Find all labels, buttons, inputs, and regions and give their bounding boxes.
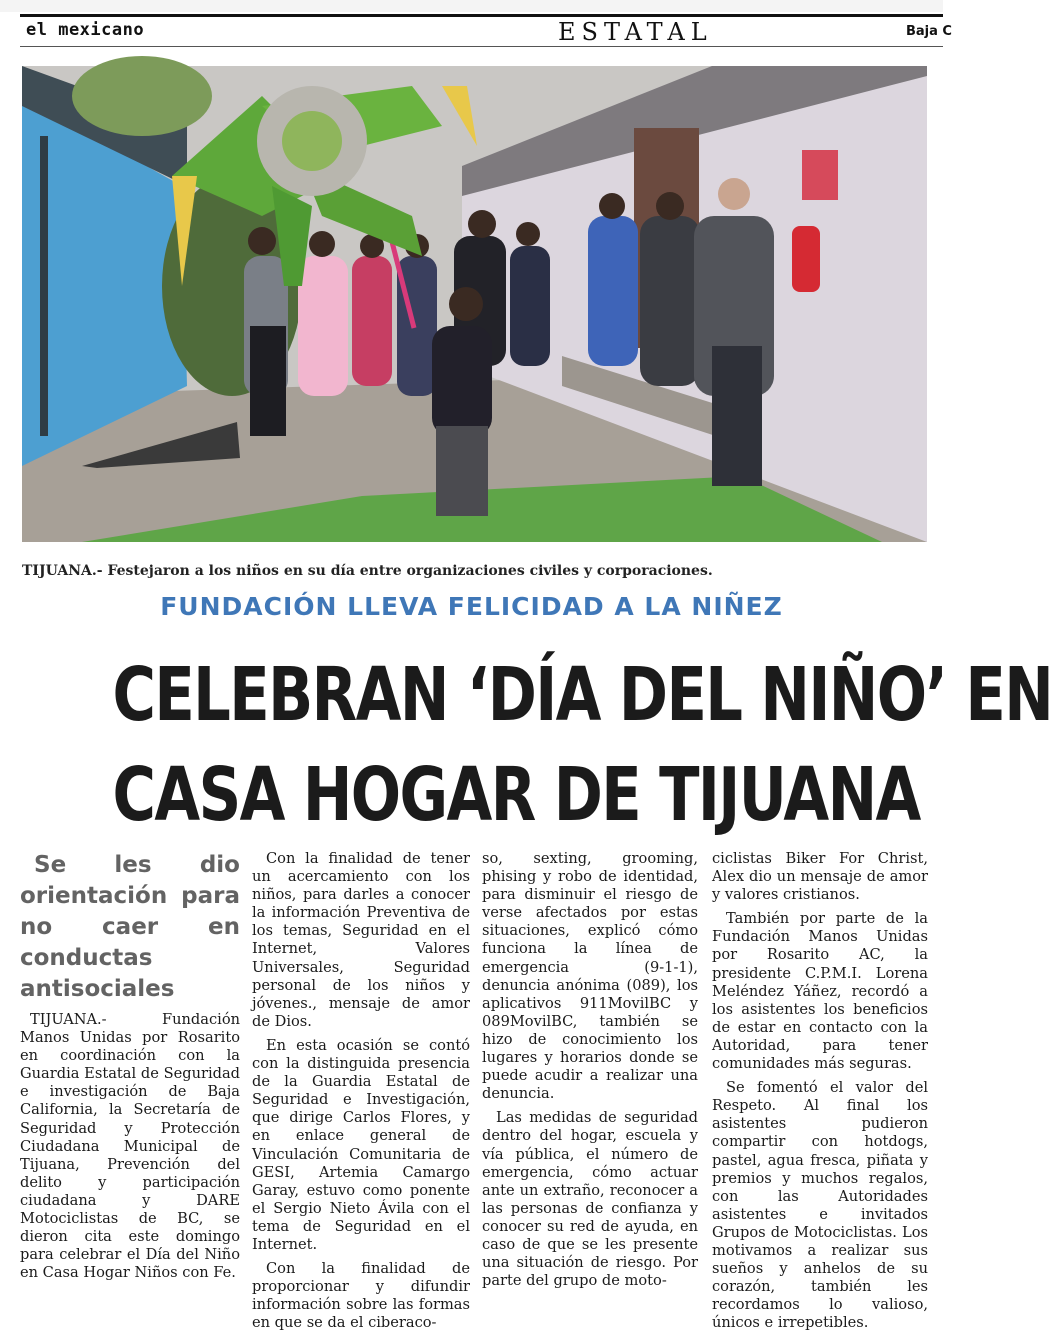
publication-name: el mexicano [26, 20, 145, 40]
article-deck: Se les dio orientación para no caer en conductas antisociales [20, 852, 240, 1002]
paragraph: Con la finalidad de proporcionar y difundir información sobre las formas en que se da el ciberaco- [252, 1260, 470, 1332]
article-column-1 [20, 850, 240, 1282]
section-title: ESTATAL [558, 18, 713, 46]
page-top-margin [0, 0, 943, 12]
paragraph: ciclistas Biker For Christ, Alex dio un mensaje de amor y valores cristianos. [712, 850, 928, 904]
paragraph: so, sexting, grooming, phising y robo de identidad, para disminuir el riesgo de verse afectados por estas situaciones, explicó cómo funciona la línea de emergencia (9-1-1), denuncia anónima (089), los aplicativos 911MovilBC y 089MovilBC, también se hizo de conocimiento los lugares y horarios donde se puede acudir a realizar una denuncia. [482, 850, 698, 1103]
article-column-2 [252, 850, 470, 1332]
paragraph: Con la finalidad de tener un acercamiento con los niños, para darles a conocer la información Preventiva de los temas, Seguridad en el Internet, Valores Universales, Seguridad personal de los niños y jóvenes., mensaje de amor de Dios. [252, 850, 470, 1030]
article-photo [22, 66, 927, 542]
paragraph: Se fomentó el valor del Respeto. Al final los asistentes pudieron compartir con hotdogs, pastel, agua fresca, piñata y premios y muchos regalos, con las Autoridades asistentes e invitados Grupos de Motociclistas. Los motivamos a realizar sus sueños y anhelos de su corazón, también les recordamos lo valioso, únicos e irrepetibles. [712, 1079, 928, 1332]
paragraph: Las medidas de seguridad dentro del hogar, escuela y vía pública, el número de emergencia, cómo actuar ante un extraño, reconocer a las personas de confianza y conocer su red de ayuda, en caso de que se les presente una situación de riesgo. Por parte del grupo de moto- [482, 1109, 698, 1290]
article-column-4 [712, 850, 928, 1332]
article-column-3 [482, 850, 698, 1290]
paragraph: TIJUANA.- Fundación Manos Unidas por Rosarito en coordinación con la Guardia Estatal de Seguridad e investigación de Baja California, la Secretaría de Seguridad y Protección Ciudadana Municipal de Tijuana, Prevención del delito y participación ciudadana y DARE Motociclistas de BC, se dieron cita este domingo para celebrar el Día del Niño en Casa Hogar Niños con Fe. [20, 1011, 240, 1282]
header-rule-bottom [20, 46, 943, 47]
header-rule-top [20, 14, 943, 17]
headline-line-2: CASA HOGAR DE TIJUANA [112, 752, 920, 838]
article-kicker: FUNDACIÓN LLEVA FELICIDAD A LA NIÑEZ [160, 592, 783, 621]
headline-line-1: CELEBRAN ‘DÍA DEL NIÑO’ EN [112, 652, 1052, 738]
paragraph: También por parte de la Fundación Manos Unidas por Rosarito AC, la presidente C.P.M.I. Lorena Meléndez Yáñez, recordó a los asistentes los beneficios de estar en contacto con la Autoridad, para tener comunidades más seguras. [712, 910, 928, 1073]
photo-caption: TIJUANA.- Festejaron a los niños en su día entre organizaciones civiles y corporaciones. [22, 563, 713, 579]
paragraph: En esta ocasión se contó con la distinguida presencia de la Guardia Estatal de Seguridad e Investigación, que dirige Carlos Flores, y en enlace general de Vinculación Comunitaria de GESI, Artemia Camargo Garay, estuvo como ponente el Sergio Nieto Ávila con el tema de Seguridad en el Internet. [252, 1036, 470, 1253]
region-label: Baja C [906, 24, 952, 39]
